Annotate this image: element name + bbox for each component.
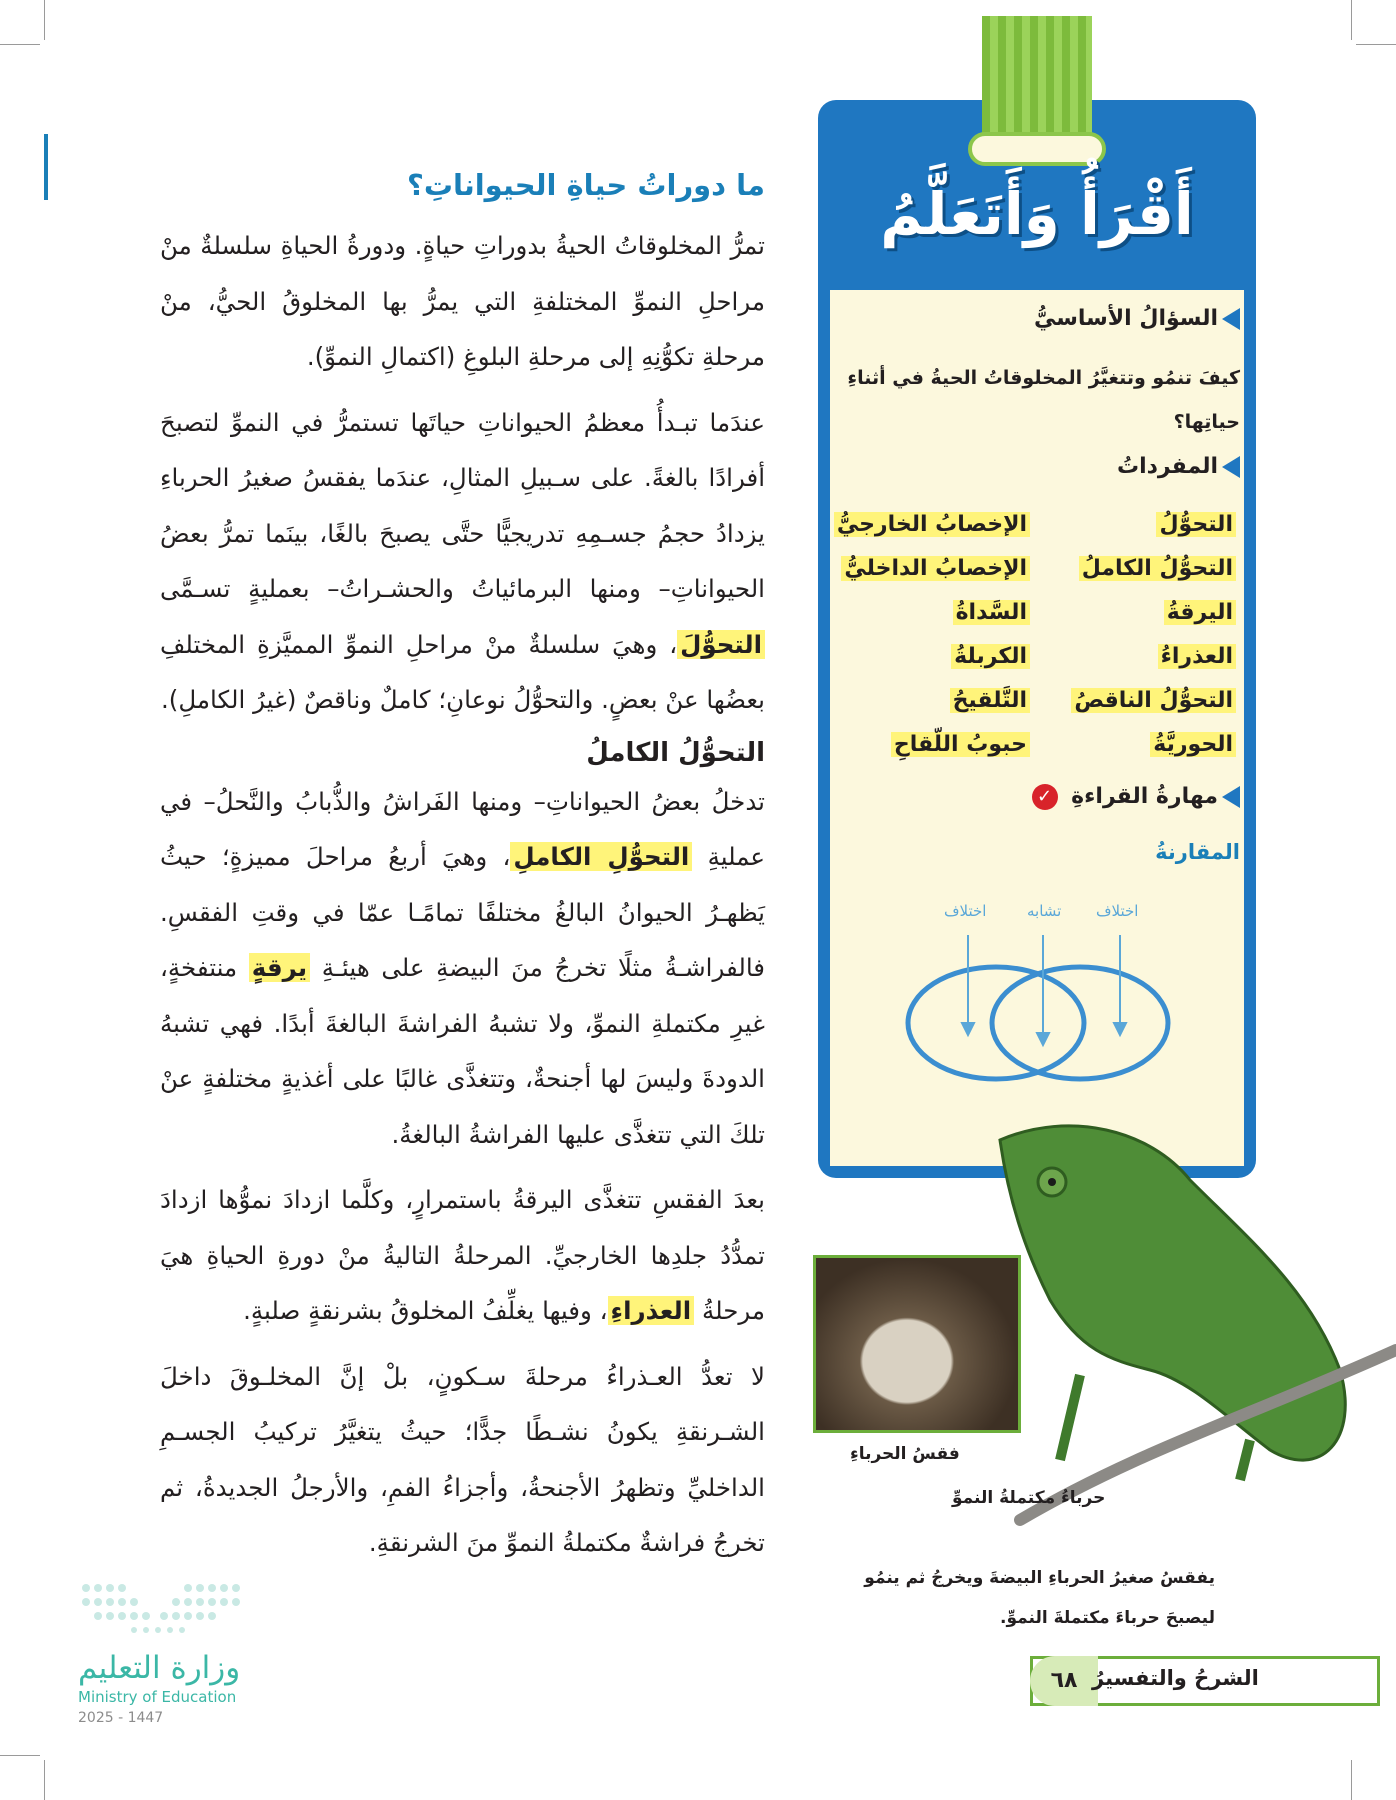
- academic-year: 2025 - 1447: [78, 1710, 164, 1726]
- term-metamorphosis: التحوُّلَ: [677, 630, 765, 659]
- text-run: ، وهيَ سلسلةٌ منْ مراحلِ النموِّ المميَّزةِ المختلفِ بعضُها عنْ بعضٍ. والتحوُّلُ نوعانِ؛ كاملٌ وناقصٌ (غيرُ الكاملِ).: [160, 629, 765, 714]
- crop-mark: [44, 0, 45, 40]
- vocab-item: الإخصابُ الخارجيُّ: [834, 512, 1030, 537]
- vocab-item: التحوُّلُ: [1156, 512, 1236, 537]
- figure-caption: يفقسُ صغيرُ الحرباءِ البيضةَ ويخرجُ ثم ينمُو ليصبحَ حرباءَ مكتملةَ النموِّ.: [864, 1568, 1215, 1628]
- main-text-column: [160, 168, 765, 1581]
- reading-skill: المقارنةُ: [1155, 840, 1240, 864]
- checkmark-icon: ✓: [1032, 784, 1058, 810]
- vocab-item: الكربلةُ: [951, 644, 1030, 669]
- text-run: ، وهيَ أربعُ مراحلَ مميزةٍ؛ حيثُ يَظهـرُ الحيوانُ البالغُ مختلفًا تمامًـا عمّا في وقتِ الفقسِ. فالفراشـةُ مثلًا تخرجُ منَ البيضةِ على هيئـةِ: [160, 842, 765, 982]
- term-pupa: العذراءِ: [608, 1296, 695, 1325]
- text-run: بعدَ الفقسِ تتغذَّى اليرقةُ باستمرارٍ، وكلَّما ازدادَ نموُّها ازدادَ تمدُّدُ جلدِها الخارجيِّ. المرحلةُ التاليةُ منْ دورةِ الحياةِ هيَ مرحلةُ: [160, 1185, 765, 1325]
- vocab-item: حبوبُ اللّقاحِ: [891, 732, 1030, 757]
- paragraph-complete: [160, 774, 765, 1163]
- vocab-item: العذراءُ: [1158, 644, 1236, 669]
- text-run: عندَما تبـدأُ معظمُ الحيواناتِ حياتَها تستمرُّ في النموِّ لتصبحَ أفرادًا بالغةً. على سـبيلِ المثالِ، عندَما يفقسُ صغيرُ الحرباءِ يزدادُ حجمُ جسـمِهِ تدريجيًّا حتَّى يصبحَ بالغًا، بينَما تمرُّ بعضُ الحيواناتِ– ومنها البرمائياتُ والحشـراتُ– بعمليةٍ تسـمَّى: [160, 407, 765, 603]
- vocab-item: الحوريَّةُ: [1150, 732, 1236, 757]
- paragraph-chrysalis: لا تعدُّ العـذراءُ مرحلةَ سـكونٍ، بلْ إنَّ المخلـوقَ داخلَ الشـرنقةِ يكونُ نشـطًا جدًّا؛ حيثُ يتغيَّرُ تركيبُ الجسـمِ الداخليِّ وتظهرُ الأجنحةُ، وأجزاءُ الفمِ، والأرجلُ الجديدةُ، ثم تخرجُ فراشةٌ مكتملةُ النموِّ منَ الشرنقةِ.: [160, 1361, 765, 1557]
- triangle-arrow-icon: [1222, 456, 1240, 478]
- venn-label-difference: اختلاف: [944, 902, 987, 920]
- heading-label: مهارةُ القراءةِ: [1071, 784, 1218, 809]
- term-larva: يرقةٍ: [249, 953, 310, 982]
- ministry-name-english: Ministry of Education: [78, 1688, 237, 1706]
- vocab-item: التَّلقيحُ: [950, 688, 1030, 713]
- egg-caption: فقسُ الحرباءِ: [850, 1444, 960, 1464]
- crop-mark: [1351, 1760, 1352, 1800]
- text-run: ، وفيها يغلِّفُ المخلوقُ بشرنقةٍ صلبةٍ.: [243, 1296, 608, 1325]
- text-run: منتفخةٍ، غيرِ مكتملةِ النموِّ، ولا تشبهُ الفراشةَ البالغةَ أبدًا. فهي تشبهُ الدودةَ وليسَ لها أجنحةٌ، وتتغذَّى غالبًا على أغذيةٍ مختلفةٍ عنْ تلكَ التي تتغذَّى عليها الفراشةُ البالغةُ.: [160, 953, 765, 1149]
- ministry-logo-dots: [78, 1580, 248, 1636]
- panel-title: أَقْرَأُ وَأَتَعَلَّمُ: [880, 180, 1194, 248]
- vocab-item: اليرقةُ: [1164, 600, 1236, 625]
- vocab-item: التحوُّلُ الكاملُ: [1079, 556, 1236, 581]
- ministry-name-arabic: وزارة التعليم: [78, 1650, 241, 1686]
- venn-label-similarity: تشابه: [1027, 902, 1062, 920]
- margin-bar: [44, 134, 48, 200]
- text-run: تدخلُ بعضُ الحيواناتِ– ومنها الفَراشُ والذُّبابُ والنَّحلُ– في عمليةِ: [160, 786, 765, 871]
- page-title: ما دوراتُ حياةِ الحيواناتِ؟: [407, 168, 765, 202]
- ribbon-loop: [968, 132, 1106, 166]
- subtitle-complete-metamorphosis: التحوُّلُ الكاملُ: [586, 737, 765, 768]
- venn-label-difference: اختلاف: [1096, 902, 1139, 920]
- adult-caption: حرباءُ مكتملةُ النموِّ: [952, 1488, 1106, 1508]
- vocab-item: التحوُّلُ الناقصُ: [1071, 688, 1236, 713]
- triangle-arrow-icon: [1222, 786, 1240, 808]
- vocabulary-heading: [830, 454, 1240, 479]
- term-complete-metamorphosis: التحوُّلِ الكاملِ: [510, 842, 692, 871]
- crop-mark: [1351, 0, 1352, 40]
- vocab-item: السَّداةُ: [953, 600, 1030, 625]
- crop-mark: [44, 1760, 45, 1800]
- heading-label: المفرداتُ: [1116, 454, 1218, 479]
- paragraph-pupa: [160, 1172, 765, 1339]
- crop-mark: [1356, 44, 1396, 45]
- essential-question-heading: [830, 306, 1240, 331]
- egg-hatching-photo: [813, 1255, 1021, 1433]
- triangle-arrow-icon: [1222, 308, 1240, 330]
- crop-mark: [0, 44, 40, 45]
- page-number: ٦٨: [1030, 1656, 1098, 1706]
- crop-mark: [0, 1755, 40, 1756]
- paragraph-life-cycle: تمرُّ المخلوقاتُ الحيةُ بدوراتِ حياةٍ. ودورةُ الحياةِ سلسلةٌ منْ مراحلِ النموِّ المختلفةِ التي يمرُّ بها المخلوقُ الحيُّ، منْ مرحلةِ تكوُّنِهِ إلى مرحلةِ البلوغِ (اكتمالِ النموِّ).: [160, 231, 765, 371]
- heading-label: السؤالُ الأساسيُّ: [1034, 306, 1218, 331]
- footer-section-title: الشرحُ والتفسيرُ: [1092, 1666, 1259, 1690]
- paragraph-metamorphosis: [160, 395, 765, 728]
- vocab-item: الإخصابُ الداخليُّ: [841, 556, 1030, 581]
- reading-skill-heading: [830, 784, 1240, 810]
- chameleon-illustration: [990, 1120, 1396, 1590]
- venn-diagram: [900, 925, 1180, 1085]
- essential-question-text: كيفَ تنمُو وتتغيَّرُ المخلوقاتُ الحيةُ في أثناءِ حياتِها؟: [847, 367, 1240, 433]
